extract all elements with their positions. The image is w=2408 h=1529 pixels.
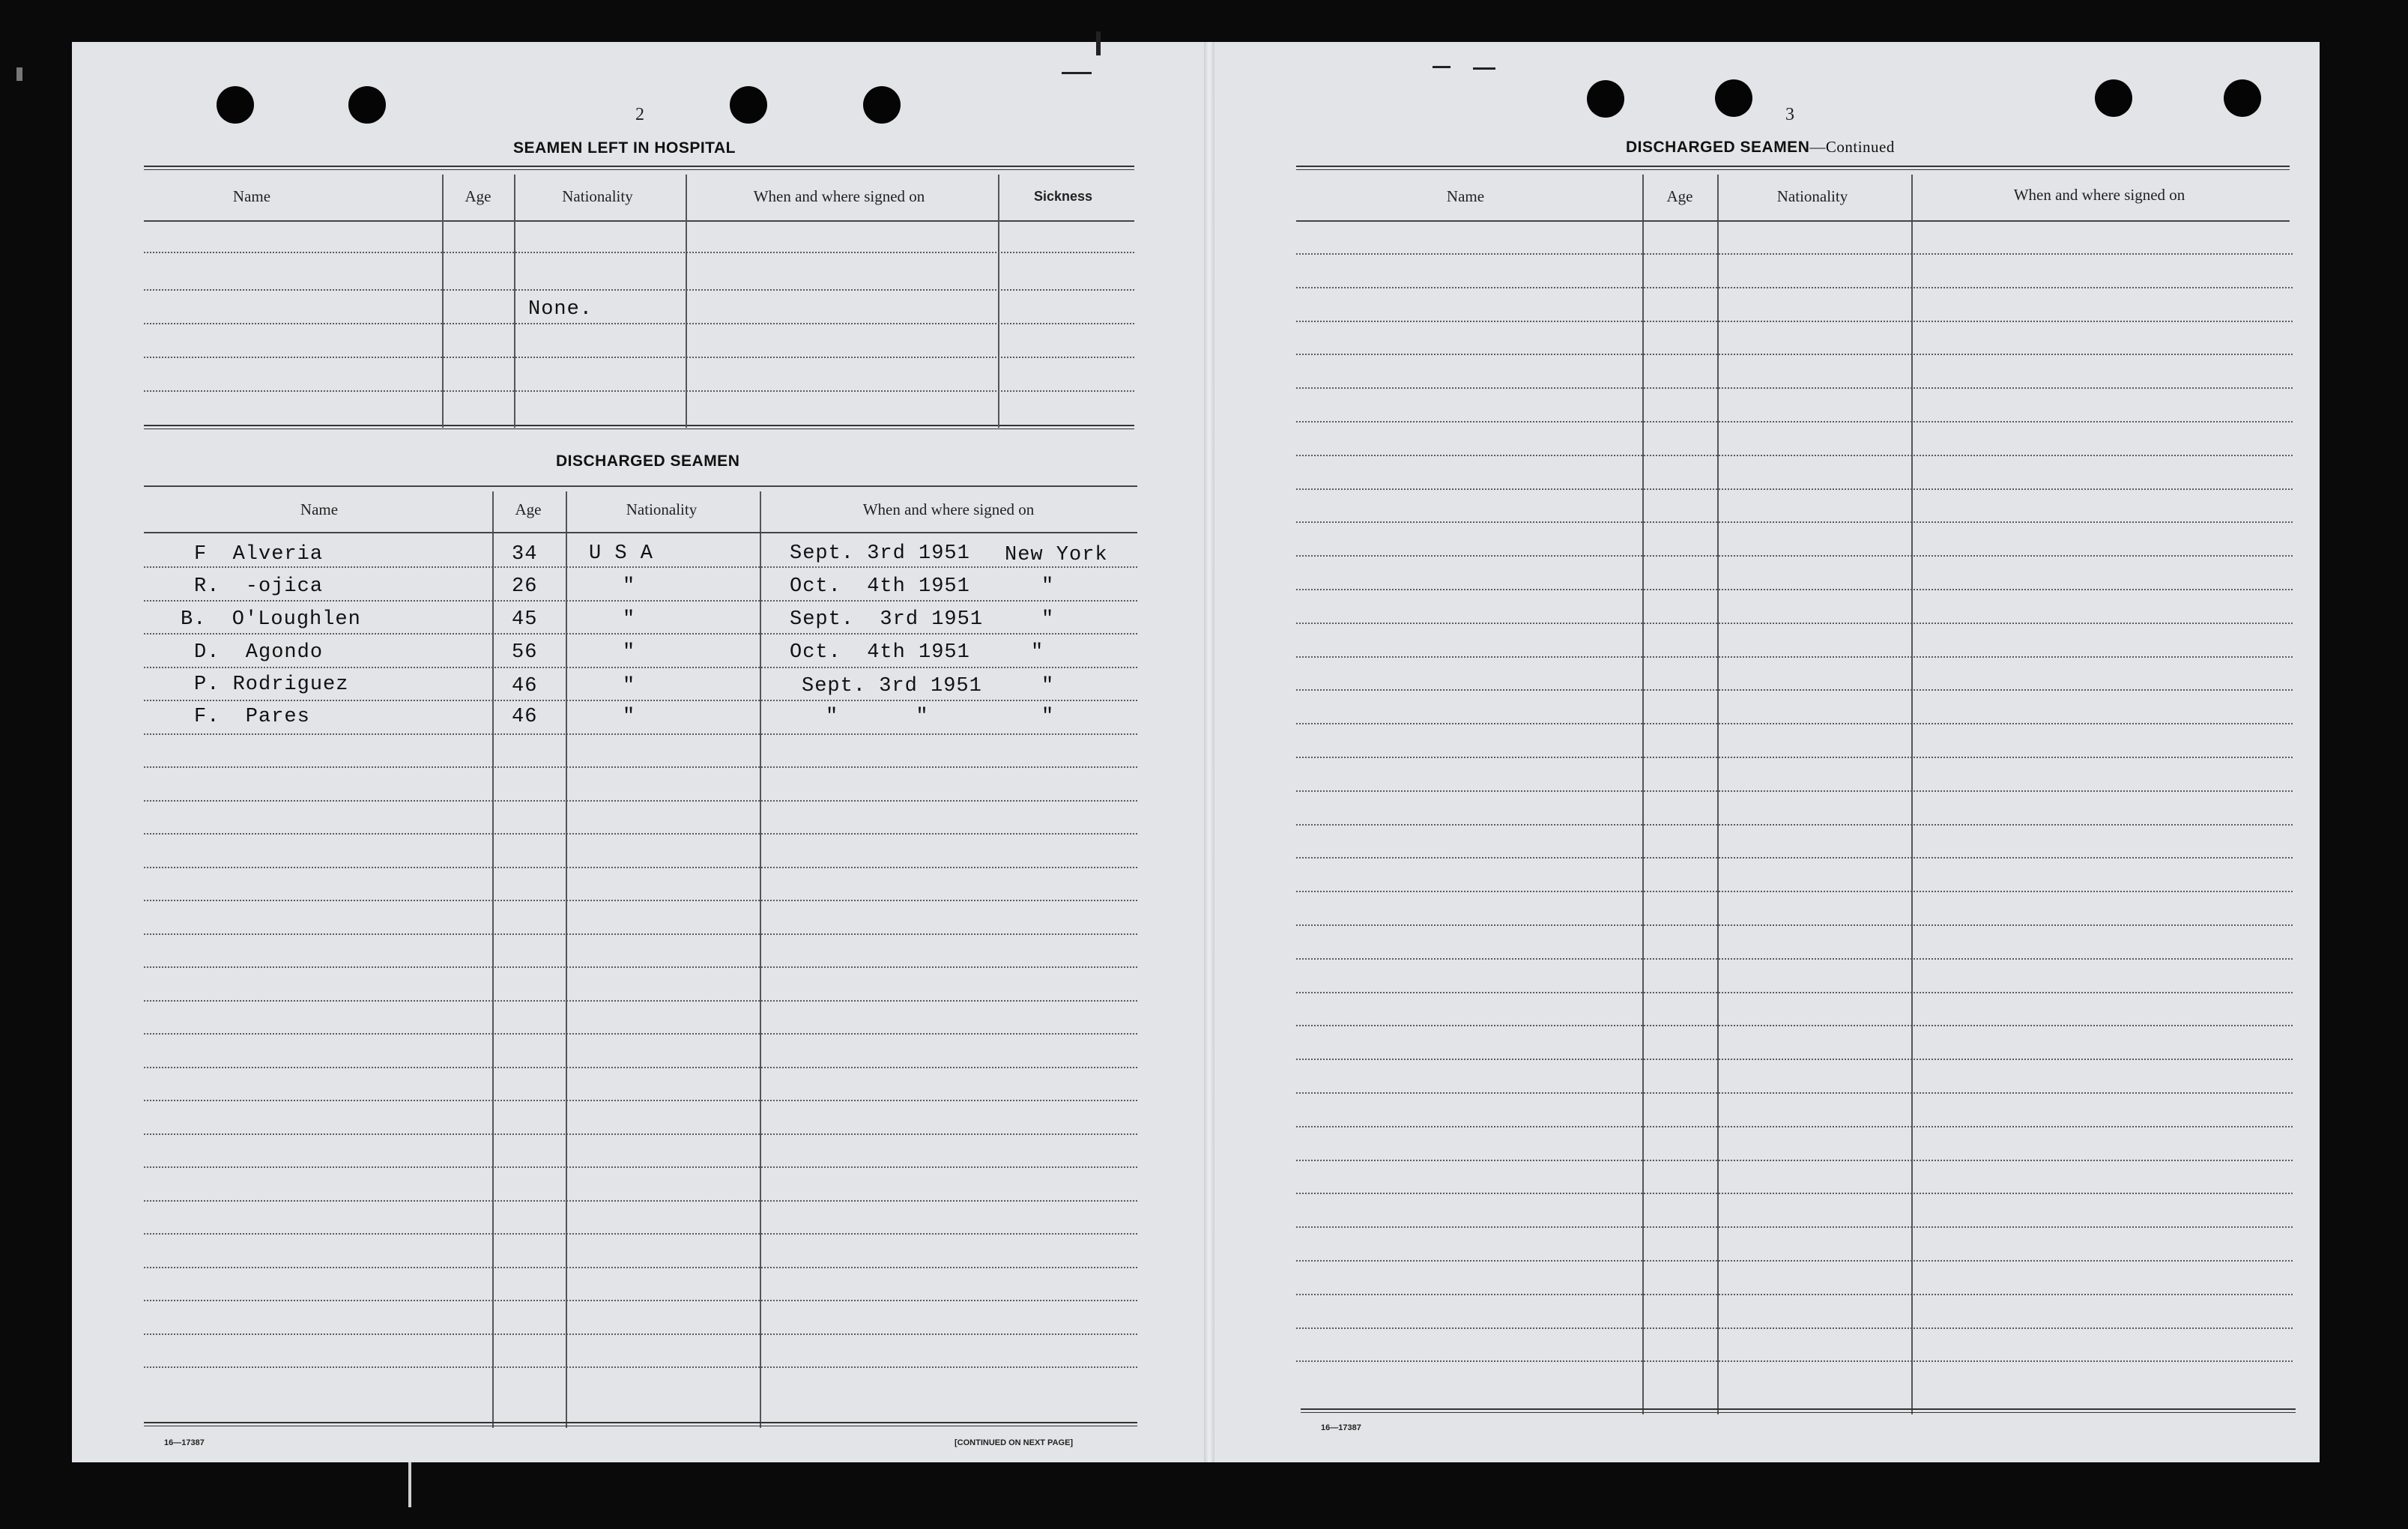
col-header-name: Name [232,187,271,205]
rule [144,1100,1137,1101]
seaman-age: 46 [512,675,538,697]
rule [144,1067,1137,1068]
signed-on-date: Oct. 4th 1951 [790,575,970,598]
page-number-right: 3 [1785,105,1794,124]
seaman-nationality: " [623,608,636,631]
rule [144,532,1137,533]
form-number: 16—17387 [1321,1423,1361,1432]
rule [1296,1260,2293,1262]
rule [144,966,1137,968]
rule [144,1166,1137,1168]
scan-mark [16,67,22,81]
scan-mark [1433,66,1450,68]
ledger-sheet [72,42,2320,1462]
punch-hole [2095,79,2132,117]
rule [1296,354,2293,355]
rule [1296,287,2293,288]
rule [144,1200,1137,1202]
rule [144,633,1137,635]
col-header-age: Age [1666,187,1693,205]
rule [1301,1408,2296,1413]
col-header-nationality: Nationality [1776,187,1848,205]
page-gutter [1204,42,1214,1462]
rule [144,252,1134,253]
hospital-entry: None. [528,298,593,321]
seaman-name: D. Agondo [194,641,324,664]
rule [144,289,1134,291]
rule [1296,321,2293,322]
col-header-signed-on: When and where signed on [862,500,1035,518]
rule [1296,824,2293,826]
rule [1296,757,2293,758]
rule [1296,1360,2293,1362]
continued-title-main: DISCHARGED SEAMEN [1626,139,1810,156]
scan-mark [408,1462,411,1507]
rule [1296,1327,2293,1329]
continued-note: [CONTINUED ON NEXT PAGE] [955,1438,1074,1447]
rule [144,1422,1137,1426]
rule [1296,1126,2293,1127]
punch-hole [348,86,386,124]
punch-hole [863,86,901,124]
scan-mark [1473,67,1495,70]
punch-hole [1587,80,1624,118]
rule [1296,220,2290,222]
rule [1296,723,2293,724]
rule [1296,1193,2293,1194]
seaman-age: 56 [512,641,538,664]
continued-title-suffix: —Continued [1809,138,1895,156]
rule [144,600,1137,602]
rule [1296,656,2293,658]
rule [144,900,1137,901]
seaman-nationality: " [623,575,636,598]
rule [144,357,1134,358]
col-header-nationality: Nationality [626,500,698,518]
rule [1296,166,2290,170]
rule [1296,790,2293,792]
rule [144,800,1137,802]
rule [1296,387,2293,389]
column-divider [998,175,999,428]
rule [144,733,1137,735]
signed-on-date: Oct. 4th 1951 [790,641,970,664]
rule [144,833,1137,835]
rule [1296,521,2293,523]
col-header-name: Name [1446,187,1485,205]
page-number-left: 2 [635,105,644,124]
col-header-age: Age [465,187,491,205]
hospital-section-title: SEAMEN LEFT IN HOSPITAL [513,139,736,157]
signed-on-place: New York [1005,544,1108,566]
seaman-name: P. Rodriguez [194,673,349,696]
rule [144,1366,1137,1368]
rule [144,390,1134,392]
column-divider [1642,175,1644,1414]
signed-on-date: Sept. 3rd 1951 [802,675,982,697]
rule [144,425,1134,429]
seaman-name: R. -ojica [194,575,324,598]
signed-on-date: " " [826,706,929,728]
rule [1296,253,2293,255]
rule [144,1300,1137,1301]
rule [144,485,1137,487]
seaman-age: 46 [512,706,538,728]
column-divider [686,175,687,428]
form-number: 16—17387 [164,1438,205,1447]
rule [1296,1226,2293,1228]
rule [144,1267,1137,1268]
col-header-signed-on: When and where signed on [2013,186,2185,204]
rule [144,867,1137,868]
scan-mark [1062,72,1092,74]
column-divider [442,175,444,428]
seaman-nationality: U S A [589,542,654,565]
discharged-section-title: DISCHARGED SEAMEN [556,452,740,470]
rule [144,166,1134,170]
rule [144,667,1137,668]
seaman-nationality: " [623,641,636,664]
rule [1296,555,2293,557]
rule [1296,1294,2293,1295]
rule [1296,455,2293,456]
column-divider [760,491,761,1428]
rule [144,1033,1137,1035]
rule [1296,488,2293,490]
rule [1296,689,2293,691]
column-divider [566,491,567,1428]
seaman-age: 34 [512,543,538,566]
col-header-age: Age [515,500,542,518]
seaman-nationality: " [623,675,636,697]
seaman-nationality: " [623,706,636,728]
scan-mark [1096,31,1101,55]
rule [1296,958,2293,960]
rule [1296,1092,2293,1094]
punch-hole [730,86,767,124]
rule [144,1333,1137,1335]
rule [1296,589,2293,590]
rule [144,933,1137,935]
rule [1296,857,2293,859]
seaman-name: F Alveria [194,543,324,566]
punch-hole [2224,79,2261,117]
seaman-name: F. Pares [194,706,310,728]
rule [1296,1025,2293,1026]
rule [1296,992,2293,993]
signed-on-place: " [1041,608,1055,631]
signed-on-place: " [1041,706,1055,728]
col-header-sickness: Sickness [1033,189,1093,204]
rule [1296,891,2293,892]
continued-section-title [1626,138,1895,157]
seaman-age: 45 [512,608,538,631]
rule [1296,924,2293,926]
column-divider [1717,175,1719,1414]
column-divider [492,491,494,1428]
rule [144,220,1134,222]
signed-on-place: " [1041,575,1055,598]
rule [144,700,1137,701]
rule [1296,1059,2293,1060]
signed-on-place: " [1031,641,1044,664]
rule [1296,421,2293,423]
signed-on-date: Sept. 3rd 1951 [790,608,984,631]
rule [144,1000,1137,1002]
rule [144,1133,1137,1135]
punch-hole [217,86,254,124]
rule [1296,1160,2293,1161]
signed-on-date: Sept. 3rd 1951 [790,542,970,565]
seaman-age: 26 [512,575,538,598]
column-divider [1911,175,1913,1414]
col-header-name: Name [300,500,339,518]
rule [144,566,1137,568]
column-divider [514,175,515,428]
col-header-signed-on: When and where signed on [753,187,925,205]
col-header-nationality: Nationality [562,187,633,205]
rule [144,1233,1137,1235]
signed-on-place: " [1041,675,1055,697]
punch-hole [1715,79,1752,117]
rule [144,323,1134,324]
rule [1296,623,2293,624]
seaman-name: B. O'Loughlen [181,608,361,631]
rule [144,766,1137,768]
